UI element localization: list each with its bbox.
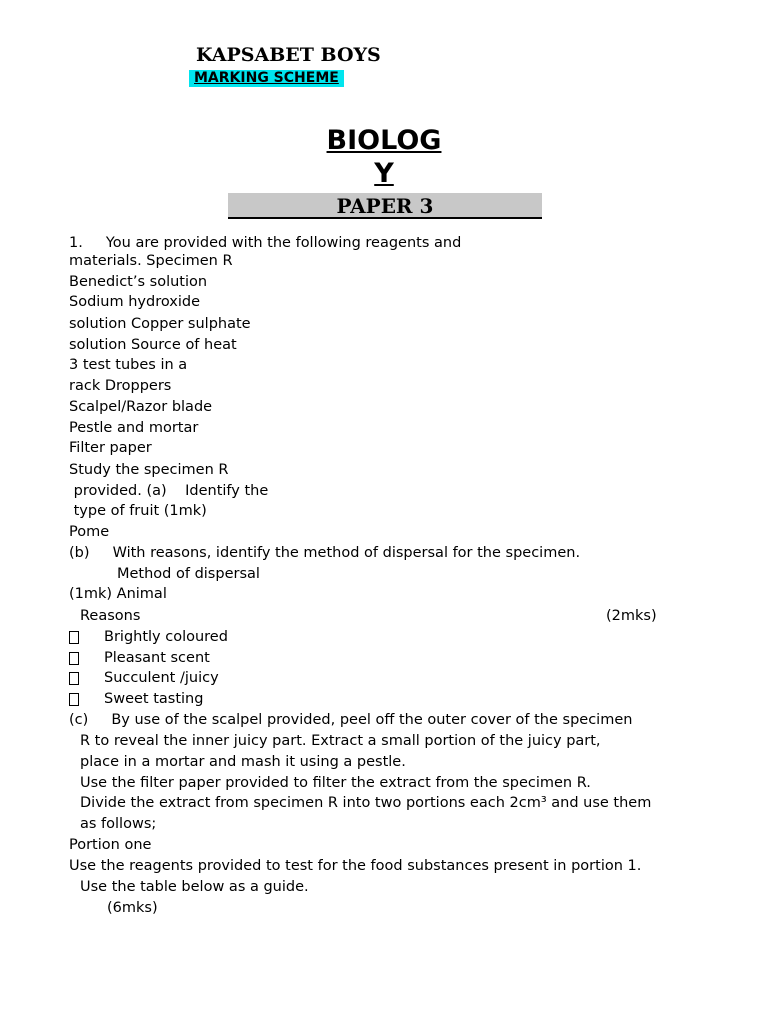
question-1-intro: 1. You are provided with the following reagents and — [69, 235, 462, 251]
part-c-line: Divide the extract from specimen R into two portions each 2cm³ and use them — [80, 795, 652, 811]
part-b-question: (b) With reasons, identify the method of dispersal for the specimen. — [69, 545, 581, 561]
material-item: materials. Specimen R — [69, 253, 233, 269]
paper-number-bar: PAPER 3 — [228, 193, 542, 219]
bullet-icon — [69, 652, 79, 665]
part-a-question-cont: type of fruit (1mk) — [69, 503, 207, 519]
marks-label: (6mks) — [107, 900, 158, 916]
material-item: Sodium hydroxide — [69, 294, 201, 310]
subject-title-line1: BIOLOG — [326, 125, 442, 156]
method-of-dispersal-label: Method of dispersal — [117, 566, 260, 582]
part-c-line: as follows; — [80, 816, 157, 832]
part-c-line: R to reveal the inner juicy part. Extract a small portion of the juicy part, — [80, 733, 601, 749]
bullet-icon — [69, 672, 79, 685]
instruction-line: Use the reagents provided to test for the food substances present in portion 1. — [69, 858, 642, 874]
material-item: Pestle and mortar — [69, 420, 199, 436]
reason-item: Brightly coloured — [104, 629, 228, 645]
material-item: Scalpel/Razor blade — [69, 399, 213, 415]
subject-title-line2: Y — [374, 158, 394, 189]
part-c-line: Use the filter paper provided to filter the extract from the specimen R. — [80, 775, 591, 791]
material-item: Filter paper — [69, 440, 152, 456]
material-item: 3 test tubes in a — [69, 357, 188, 373]
marking-scheme-label: MARKING SCHEME — [189, 70, 344, 87]
part-a-answer: Pome — [69, 524, 110, 540]
portion-one-heading: Portion one — [69, 837, 152, 853]
reason-item: Sweet tasting — [104, 691, 204, 707]
reason-item: Succulent /juicy — [104, 670, 219, 686]
school-name: KAPSABET BOYS — [196, 44, 381, 66]
bullet-icon — [69, 693, 79, 706]
part-b-answer: (1mk) Animal — [69, 586, 167, 602]
reasons-label: Reasons — [80, 608, 141, 624]
reasons-marks: (2mks) — [606, 608, 657, 624]
part-a-question: provided. (a) Identify the — [69, 483, 269, 499]
bullet-icon — [69, 631, 79, 644]
material-item: solution Copper sulphate — [69, 316, 251, 332]
material-item: rack Droppers — [69, 378, 172, 394]
material-item: solution Source of heat — [69, 337, 237, 353]
material-item: Benedict’s solution — [69, 274, 208, 290]
material-item: Study the specimen R — [69, 462, 229, 478]
part-c-line: (c) By use of the scalpel provided, peel off the outer cover of the specimen — [69, 712, 633, 728]
instruction-line: Use the table below as a guide. — [80, 879, 309, 895]
reason-item: Pleasant scent — [104, 650, 210, 666]
part-c-line: place in a mortar and mash it using a pestle. — [80, 754, 406, 770]
